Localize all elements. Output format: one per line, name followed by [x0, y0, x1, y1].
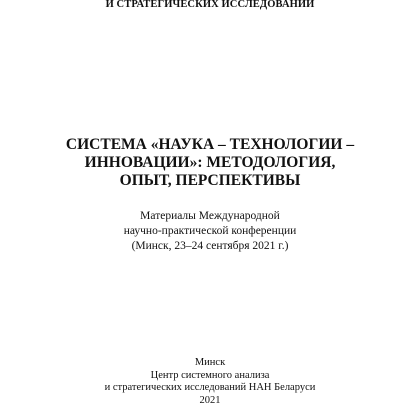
- publisher-header: И СТРАТЕГИЧЕСКИХ ИССЛЕДОВАНИЙ: [0, 0, 420, 10]
- footer-year: 2021: [0, 395, 420, 407]
- footer-city: Минск: [0, 357, 420, 370]
- footer-publisher-line-1: Центр системного анализа: [0, 370, 420, 383]
- subtitle-line-3: (Минск, 23–24 сентября 2021 г.): [0, 239, 420, 254]
- footer-publisher-line-2: и стратегических исследований НАН Беларуси: [0, 382, 420, 395]
- subtitle-line-1: Материалы Международной: [0, 209, 420, 224]
- document-title: [0, 136, 420, 190]
- title-line-3: ОПЫТ, ПЕРСПЕКТИВЫ: [0, 172, 420, 190]
- title-line-1: СИСТЕМА «НАУКА – ТЕХНОЛОГИИ –: [0, 136, 420, 154]
- document-subtitle: [0, 209, 420, 254]
- title-line-2: ИННОВАЦИИ»: МЕТОДОЛОГИЯ,: [0, 154, 420, 172]
- subtitle-line-2: научно-практической конференции: [0, 224, 420, 239]
